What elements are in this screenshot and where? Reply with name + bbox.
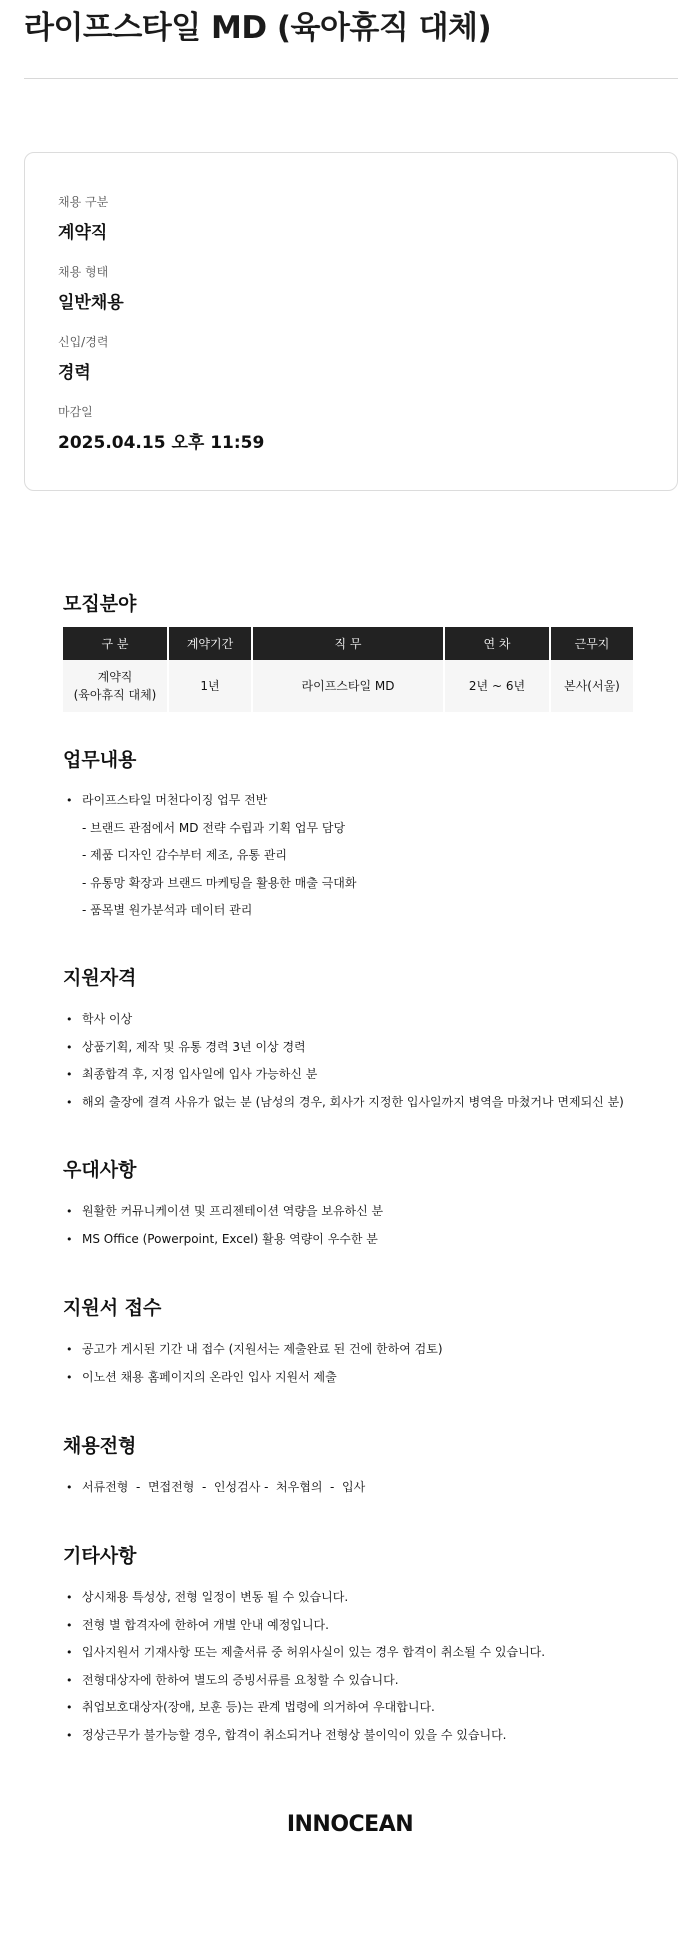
table-cell-job: 라이프스타일 MD — [253, 660, 443, 712]
summary-label: 채용 구분 — [58, 195, 109, 209]
list-item: • 정상근무가 불가능할 경우, 합격이 취소되거나 전형상 불이익이 있을 수 있습니다. — [66, 1725, 545, 1753]
section-title-application: 지원서 접수 — [63, 1297, 162, 1319]
table-header-row — [63, 627, 633, 660]
summary-value: 경력 — [58, 363, 91, 383]
table-header-cell: 구 분 — [63, 627, 167, 660]
title-divider — [24, 78, 678, 79]
list-item: • 학사 이상 — [66, 1009, 624, 1037]
section-title-process: 채용전형 — [63, 1435, 137, 1457]
list-item: • 해외 출장에 결격 사유가 없는 분 (남성의 경우, 회사가 지정한 입사일까지 병역을 마쳤거나 면제되신 분) — [66, 1092, 624, 1120]
summary-employment-category — [58, 193, 108, 243]
table-cell-type — [63, 660, 167, 712]
section-title-duties: 업무내용 — [63, 749, 137, 771]
job-summary-card — [24, 152, 678, 491]
table-header-cell: 근무지 — [551, 627, 633, 660]
list-item: - 품목별 원가분석과 데이터 관리 — [82, 903, 253, 917]
section-title-recruit-field: 모집분야 — [63, 593, 137, 615]
duties-list — [66, 790, 356, 928]
application-list — [66, 1339, 443, 1394]
innocean-logo: INNOCEAN — [286, 1812, 414, 1837]
list-item: • 입사지원서 기재사항 또는 제출서류 중 허위사실이 있는 경우 합격이 취소될 수 있습니다. — [66, 1642, 545, 1670]
list-item: • 전형 별 합격자에 한하여 개별 안내 예정입니다. — [66, 1615, 545, 1643]
summary-employment-type — [58, 263, 124, 313]
list-item: • 상품기획, 제작 및 유통 경력 3년 이상 경력 — [66, 1037, 624, 1065]
etc-list — [66, 1587, 545, 1752]
section-title-etc: 기타사항 — [63, 1545, 137, 1567]
table-cell-location: 본사(서울) — [551, 660, 633, 712]
table-cell-years: 2년 ~ 6년 — [445, 660, 549, 712]
summary-label: 채용 형태 — [58, 265, 109, 279]
table-header-cell: 계약기간 — [169, 627, 251, 660]
list-item: • MS Office (Powerpoint, Excel) 활용 역량이 우수한 분 — [66, 1229, 383, 1257]
summary-value: 일반채용 — [58, 293, 124, 313]
summary-career-level — [58, 333, 108, 383]
page-title: 라이프스타일 MD (육아휴직 대체) — [24, 10, 492, 46]
recruit-field-table — [61, 627, 635, 712]
list-item: • 상시채용 특성상, 전형 일정이 변동 될 수 있습니다. — [66, 1587, 545, 1615]
process-list — [66, 1477, 365, 1505]
list-item: • 원활한 커뮤니케이션 및 프리젠테이션 역량을 보유하신 분 — [66, 1201, 383, 1229]
list-item: • 최종합격 후, 지정 입사일에 입사 가능하신 분 — [66, 1064, 624, 1092]
summary-label: 신입/경력 — [58, 335, 109, 349]
section-title-preferred: 우대사항 — [63, 1159, 137, 1181]
list-item: - 유통망 확장과 브랜드 마케팅을 활용한 매출 극대화 — [82, 875, 357, 890]
summary-deadline — [58, 403, 264, 453]
type-line-2: (육아휴직 대체) — [73, 688, 157, 702]
list-item: - 제품 디자인 감수부터 제조, 유통 관리 — [82, 848, 287, 862]
list-item: • 전형대상자에 한하여 별도의 증빙서류를 요청할 수 있습니다. — [66, 1670, 545, 1698]
table-header-cell: 직 무 — [253, 627, 443, 660]
table-row — [63, 660, 633, 712]
list-item: • 취업보호대상자(장애, 보훈 등)는 관계 법령에 의거하여 우대합니다. — [66, 1697, 545, 1725]
list-item: • 이노션 채용 홈페이지의 온라인 입사 지원서 제출 — [66, 1367, 443, 1395]
list-item: - 브랜드 관점에서 MD 전략 수립과 기획 업무 담당 — [82, 820, 346, 835]
list-item: • 라이프스타일 머천다이징 업무 전반 — [66, 790, 356, 818]
list-item: • 서류전형 - 면접전형 - 인성검사 - 처우협의 - 입사 — [66, 1477, 365, 1505]
summary-value: 계약직 — [58, 223, 108, 243]
qualifications-list — [66, 1009, 624, 1119]
summary-label: 마감일 — [58, 405, 93, 419]
section-title-qualifications: 지원자격 — [63, 967, 137, 989]
type-line-1: 계약직 — [97, 670, 133, 684]
summary-value: 2025.04.15 오후 11:59 — [58, 433, 265, 453]
preferred-list — [66, 1201, 383, 1256]
table-header-cell: 연 차 — [445, 627, 549, 660]
table-cell-period: 1년 — [169, 660, 251, 712]
list-item: • 공고가 게시된 기간 내 접수 (지원서는 제출완료 된 건에 한하여 검토) — [66, 1339, 443, 1367]
